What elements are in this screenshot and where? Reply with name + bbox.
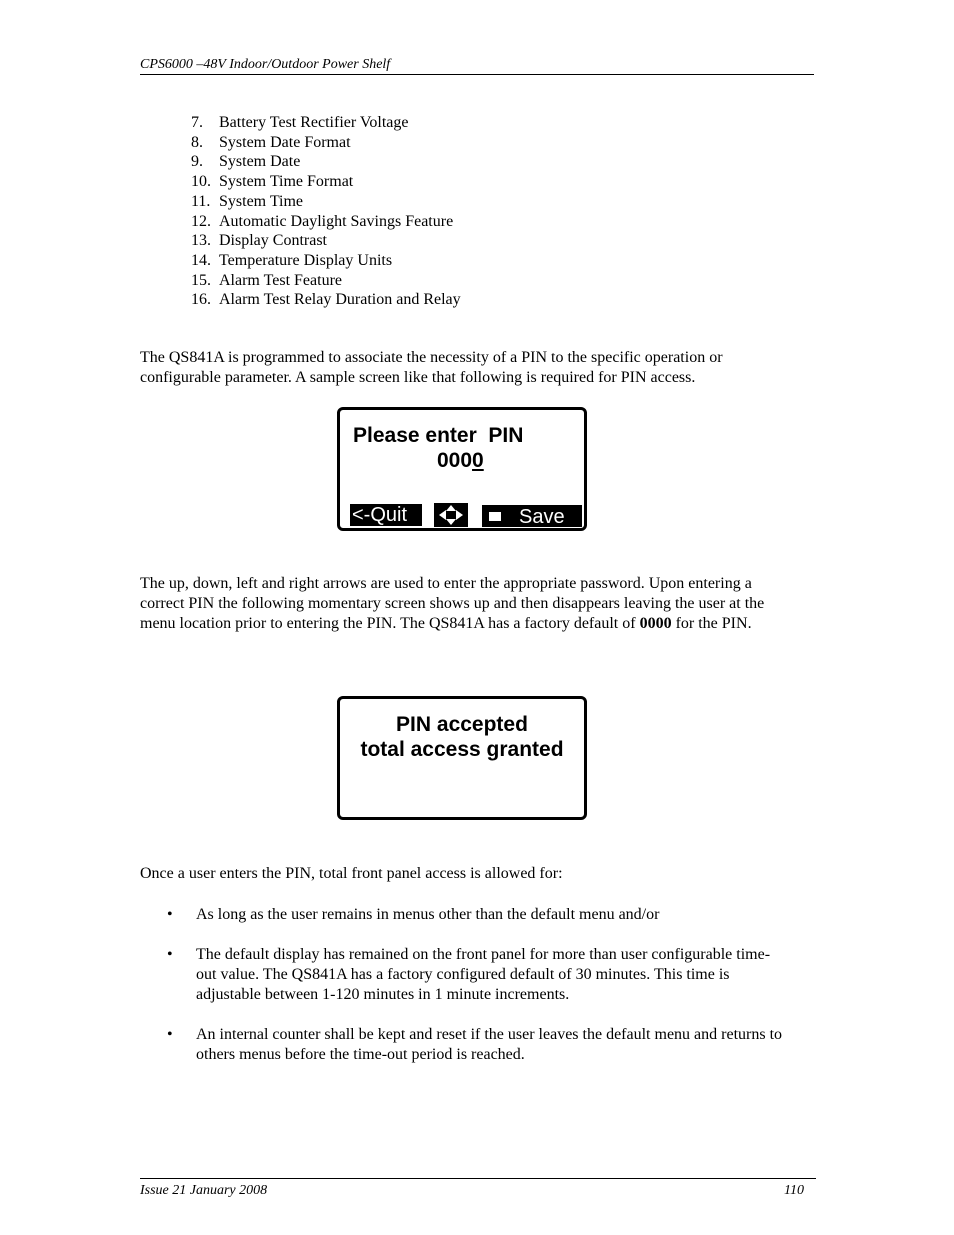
access-granted-line: total access granted	[360, 738, 564, 761]
list-item: 7. Battery Test Rectifier Voltage	[191, 114, 409, 131]
pin-cursor-digit: 0	[472, 449, 484, 472]
settings-list	[191, 113, 461, 310]
bullet-item: An internal counter shall be kept and reset if the user leaves the default menu and returns to others menus before the time-out period is reached.	[196, 1026, 783, 1063]
pin-entry-screen	[337, 407, 587, 531]
list-item: 10. System Time Format	[191, 173, 354, 191]
save-softkey[interactable]	[482, 505, 582, 527]
list-item: 9. System Date	[191, 153, 301, 171]
bullet-marker: •	[167, 906, 173, 923]
page-header: CPS6000 –48V Indoor/Outdoor Power Shelf	[140, 56, 814, 75]
list-item: 15. Alarm Test Feature	[191, 271, 342, 289]
bullet-marker: •	[167, 1026, 173, 1043]
footer-divider	[140, 1178, 816, 1179]
bullet-item: The default display has remained on the front panel for more than user configurable time-out value. The QS841A has a factory configured default of 30 minutes. This time is adjustable between 1-120 minutes in 1 minute increments.	[196, 946, 771, 1003]
bullet-marker: •	[167, 946, 173, 963]
bullet-item: As long as the user remains in menus other than the default menu and/or	[196, 906, 660, 923]
list-item: 12. Automatic Daylight Savings Feature	[191, 212, 454, 230]
list-item: 11. System Time	[191, 192, 304, 210]
save-box-icon	[489, 512, 501, 521]
save-label: Save	[519, 506, 565, 528]
quit-softkey[interactable]: <-Quit	[350, 504, 422, 526]
footer-issue: Issue 21 January 2008	[140, 1183, 268, 1198]
page-number: 110	[784, 1183, 804, 1198]
pin-accepted-screen	[337, 696, 587, 820]
list-item: 13. Display Contrast	[191, 232, 327, 250]
pin-prompt: Please enter PIN	[353, 424, 524, 447]
pin-accepted-line: PIN accepted	[396, 713, 528, 736]
list-item: 16. Alarm Test Relay Duration and Relay	[191, 291, 461, 309]
pin-value: 0000	[437, 449, 484, 472]
access-paragraph: Once a user enters the PIN, total front panel access is allowed for:	[140, 865, 563, 882]
list-item: 8. System Date Format	[191, 133, 351, 151]
arrows-icon[interactable]	[434, 503, 468, 527]
list-item: 14. Temperature Display Units	[191, 251, 393, 269]
pin-intro-paragraph: The QS841A is programmed to associate the necessity of a PIN to the specific operation or configurable parameter. A sample screen like that following is required for PIN access.	[140, 349, 723, 386]
pin-instructions-paragraph: The up, down, left and right arrows are used to enter the appropriate password. Upon entering a correct PIN the following momentary screen shows up and then disappears leaving the user at the menu location prior to entering the PIN. The QS841A has a factory default of 0000 for the PIN.	[140, 575, 765, 632]
